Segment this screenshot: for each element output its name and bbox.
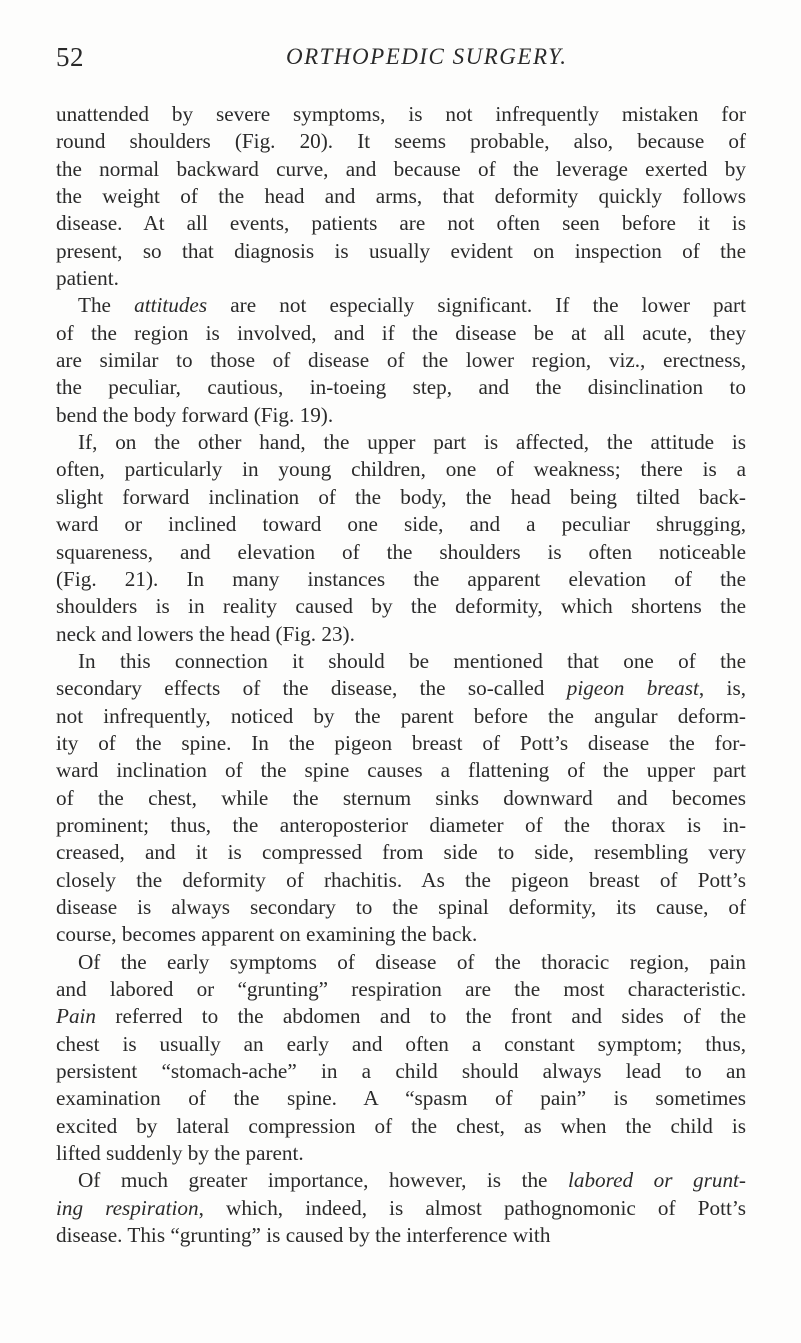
text-line: Of the early symptoms of disease of the thoracic region, pain <box>78 949 746 974</box>
italic-text: pigeon breast <box>566 676 699 701</box>
text-line: creased, and it is compressed from side to side, resembling very <box>56 840 746 865</box>
text-line: the normal backward curve, and because of the leverage exerted by <box>56 156 746 181</box>
text-line: bend the body forward (Fig. 19). <box>56 402 334 427</box>
text-line: round shoulders (Fig. 20). It seems probable, also, because of <box>56 129 746 154</box>
text-line: examination of the spine. A “spasm of pain” is sometimes <box>56 1086 746 1111</box>
text-line: ward inclination of the spine causes a flattening of the upper part <box>56 758 746 783</box>
text-line: slight forward inclination of the body, the head being tilted back- <box>56 484 746 509</box>
italic-text: ing respiration <box>56 1195 199 1220</box>
text-line: shoulders is in reality caused by the deformity, which shortens the <box>56 594 746 619</box>
body-text <box>56 101 746 1249</box>
text-line: If, on the other hand, the upper part is affected, the attitude is <box>78 430 746 455</box>
italic-text: attitudes <box>134 293 208 318</box>
text-line: Of much greater importance, however, is the labored or grunt- <box>78 1168 746 1193</box>
text-line: squareness, and elevation of the shoulders is often noticeable <box>56 539 746 564</box>
text-line: lifted suddenly by the parent. <box>56 1141 304 1166</box>
italic-text: Pain <box>56 1004 97 1029</box>
text-line: are similar to those of disease of the lower region, viz., erectness, <box>56 348 746 373</box>
text-line: course, becomes apparent on examining the back. <box>56 922 478 947</box>
text-line: chest is usually an early and often a constant symptom; thus, <box>56 1031 746 1056</box>
text-line: not infrequently, noticed by the parent before the angular deform- <box>56 703 746 728</box>
text-line: secondary effects of the disease, the so-called pigeon breast, is, <box>56 676 746 701</box>
italic-text: labored or grunt- <box>567 1168 746 1193</box>
text-line: ing respiration, which, indeed, is almost pathognomonic of Pott’s <box>56 1195 746 1220</box>
text-line: patient. <box>56 266 119 291</box>
text-line: the peculiar, cautious, in-toeing step, and the disinclination to <box>56 375 746 400</box>
text-line: unattended by severe symptoms, is not infrequently mistaken for <box>56 102 746 126</box>
page-header <box>56 42 746 76</box>
text-line: ward or inclined toward one side, and a peculiar shrugging, <box>56 512 746 537</box>
text-line: prominent; thus, the anteroposterior diameter of the thorax is in- <box>56 812 746 837</box>
text-line: and labored or “grunting” respiration are the most characteristic. <box>56 977 746 1001</box>
text-line: In this connection it should be mentioned that one of the <box>78 648 746 673</box>
text-line: ity of the spine. In the pigeon breast of Pott’s disease the for- <box>56 730 746 755</box>
text-line: Pain referred to the abdomen and to the front and sides of the <box>56 1004 746 1029</box>
text-line: disease is always secondary to the spinal deformity, its cause, of <box>56 894 746 919</box>
text-line: closely the deformity of rhachitis. As the pigeon breast of Pott’s <box>56 867 746 892</box>
text-line: neck and lowers the head (Fig. 23). <box>56 621 355 646</box>
text-line: persistent “stomach-ache” in a child should always lead to an <box>56 1059 746 1084</box>
text-line: disease. At all events, patients are not often seen before it is <box>56 211 746 236</box>
page-number: 52 <box>56 42 84 72</box>
text-line: (Fig. 21). In many instances the apparent elevation of the <box>56 566 746 591</box>
text-line: of the region is involved, and if the disease be at all acute, they <box>56 320 746 345</box>
text-line: the weight of the head and arms, that deformity quickly follows <box>56 184 746 209</box>
text-line: present, so that diagnosis is usually evident on inspection of the <box>56 238 746 263</box>
text-line: The attitudes are not especially significant. If the lower part <box>78 293 746 318</box>
running-title: ORTHOPEDIC SURGERY. <box>286 44 568 69</box>
text-line: of the chest, while the sternum sinks downward and becomes <box>56 785 746 810</box>
text-line: often, particularly in young children, one of weakness; there is a <box>56 457 746 482</box>
text-line: disease. This “grunting” is caused by the interference with <box>56 1223 551 1248</box>
text-line: excited by lateral compression of the chest, as when the child is <box>56 1113 746 1138</box>
